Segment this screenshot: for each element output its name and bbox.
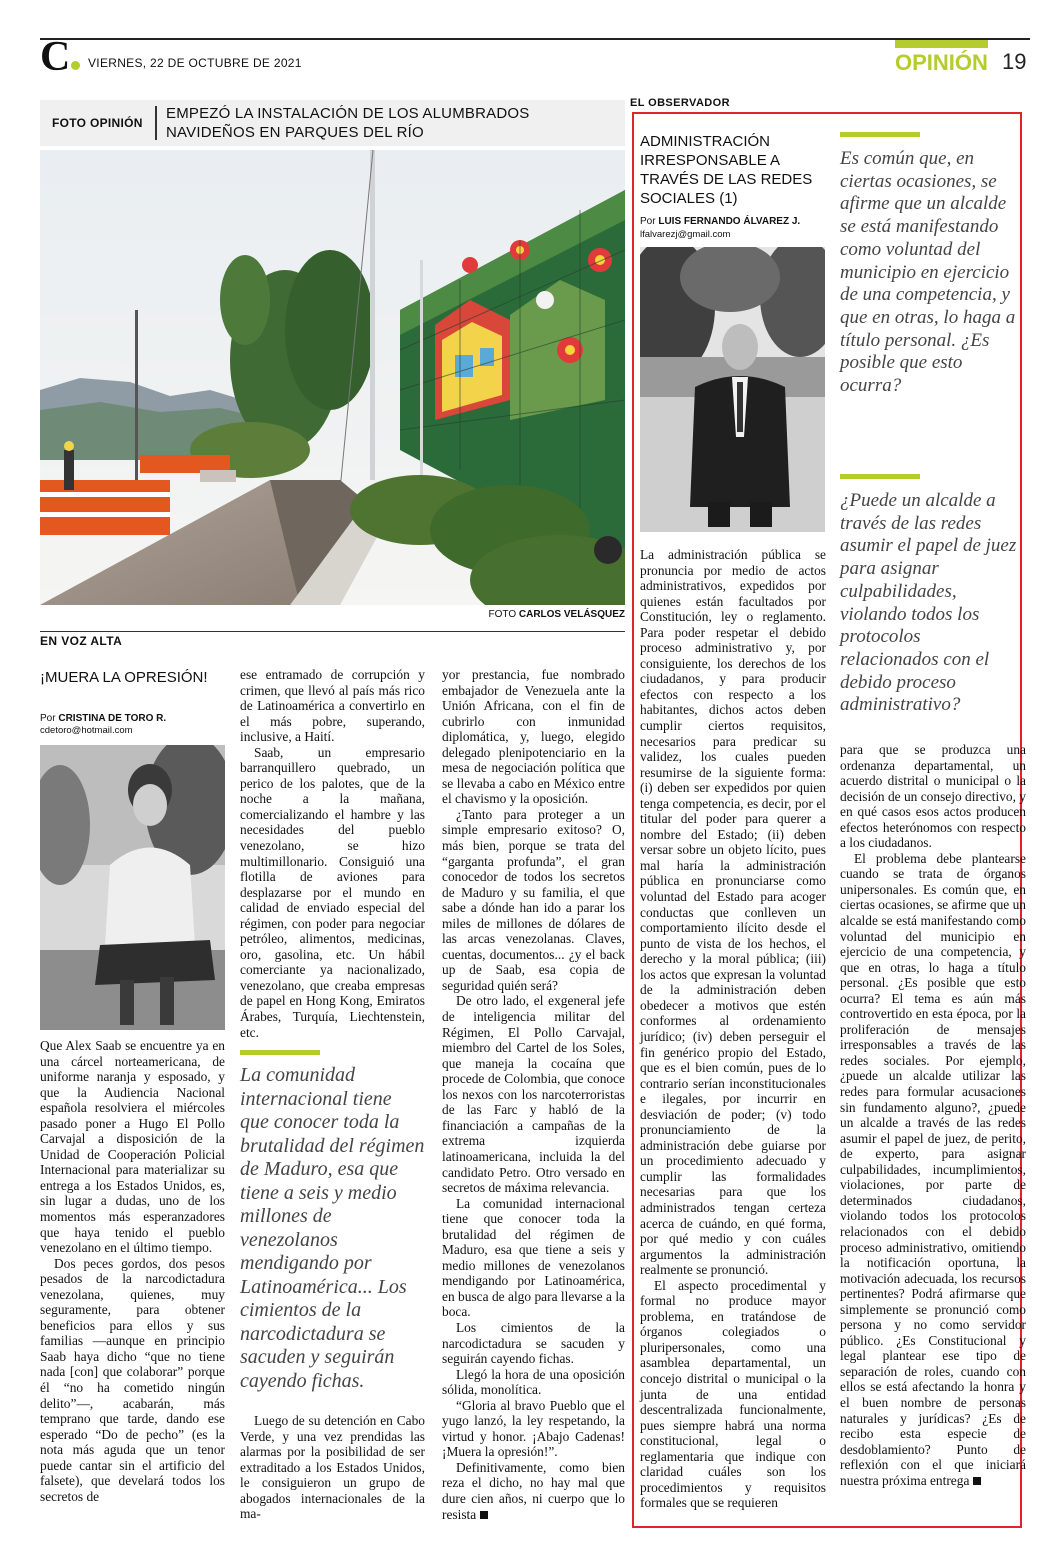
pull-quote: ¿Puede un alcalde a través de las redes asumir el papel de juez para asignar culpabilidades, violando todos los protocolos relacionados con el debido proceso administrativo? [840,490,1017,716]
paragraph: De otro lado, el exgeneral jefe de inteligencia militar del Régimen, El Pollo Carvajal, miembro del Cartel de los Soles, que maneja la cocaína que procede de Colombia, que conoce los nexos con los narcoterroristas de las Farc y habló de la financiación a campañas de la extrema izquierda latinoamericana, incluida la del candidato Petro. Otro versado en secretos de máxima relevancia. [442,993,625,1196]
photo-opinion-separator [155,106,157,140]
author-email: lfalvarezj@gmail.com [640,229,731,240]
paragraph: “Gloria al bravo Pueblo que el yugo lanzó, la ley respetando, la virtud y honor. ¡Abajo Cadenas! ¡Muera la opresión!”. [442,1397,625,1460]
photo-credit: FOTO CARLOS VELÁSQUEZ [488,609,625,620]
article-title: ADMINISTRACIÓN IRRESPONSABLE A TRAVÉS DE LAS REDES SOCIALES (1) [640,133,813,207]
author-portrait [40,745,225,1030]
pull-quote-rule [840,474,920,479]
newspaper-logo: C [40,40,80,74]
paragraph: Llegó la hora de una oposición sólida, monolítica. [442,1366,625,1398]
page-number: 19 [1002,49,1027,74]
pull-quote-rule [840,132,920,137]
issue-date: VIERNES, 22 DE OCTUBRE DE 2021 [88,56,302,70]
paragraph: Dos peces gordos, dos pesos pesados de la narcodictadura venezolana, quienes, muy seguramente, para obtener beneficios para ellos y sus familias —aunque en principio Saab haya dicho “que no tiene nada [con] que colaborar” porque él “no ha cometido ningún delito”—, acabarán, más temprano que tarde, dando ese esperado “Do de pecho” (es la nota más aguda que un tenor puede cantar sin el artificio del falsete), que develará todos los secretos de [40,1255,225,1504]
paragraph: ese entramado de corrupción y crimen, que llevó al país más rico de Latinoamérica a convertirlo en el más pobre, superando, inclusive, a Haití. [240,667,425,745]
article-title: ¡MUERA LA OPRESIÓN! [40,669,208,686]
paragraph: La administración pública se pronuncia por medio de actos administrativos, expedidos por quienes están facultados por Constitución, ley o reglamento. Para poder respetar el debido proceso administrativo y, por consiguiente, los derechos de los ciudadanos, y para producir efectos con respecto a los habitantes, dichos actos deben cumplir ciertos requisitos, necesarios para predicar su validez, los cuales pueden resumirse de la siguiente forma: (i) deben ser expedidos por quien tenga competencia, es decir, por el titular del poder para querer a nombre del Estado; (ii) deben versar sobre un objeto lícito, pues mal haría la administración pública en pronunciarse como voluntad del Estado para acoger conductas que conlleven un comportamiento ilícito desde el punto de vista de los hechos, el derecho y la moral pública; (iii) los actos que expresan la voluntad de la administración deben obedecer a motivos que estén conformes al ordenamiento jurídico; (iv) deben perseguir el fin genérico propio del Estado, que es el bien común, pues de lo contrario serían inconstitucionales e ilegales, por incurrir en desviación de poder; (v) todo pronunciamiento de la administración debe guiarse por un procedimiento adecuado y cumplir las formalidades necesarias para que los administrados tengan certeza acerca de cuándo, en qué forma, por qué medio y con cuáles argumentos la administración realmente se pronunció. [640,547,826,1278]
paragraph: Los cimientos de la narcodictadura se sacuden y seguirán cayendo fichas. [442,1319,625,1367]
article-column-5 [840,742,1026,1488]
section-accent-bar [895,40,988,48]
article-byline: Por LUIS FERNANDO ÁLVAREZ J. [640,216,801,227]
pull-quote: Es común que, en ciertas ocasiones, se afirme que un alcalde se está manifestando como voluntad del municipio en ejercicio de una competencia, y que en otras, lo haga a título personal. ¿Es posible que esto ocurra? [840,148,1016,397]
pull-quote: La comunidad internacional tiene que conocer toda la brutalidad del régimen de Maduro, esa que tiene a seis y medio millones de venezolanos mendigando por Latinoamérica... Los cimientos de la narcodictadura se sacuden y seguirán cayendo fichas. [240,1064,425,1392]
header-rule [40,38,1030,40]
column-rule [40,631,625,632]
paragraph-final: El problema debe plantearse cuando se trata de órganos unipersonales. Es común que, en ciertas ocasiones, se afirme que un alcalde se está manifestando como voluntad del municipio en ejercicio de una competencia, y que en otras, lo haga a título personal. ¿Es posible que esto ocurra? El tema es aún más controvertido en esta época, por la proliferación de mensajes irresponsables a través de las redes sociales. Por ejemplo, ¿puede un alcalde utilizar las redes para formular acusaciones sin fundamento alguno?, ¿puede un alcalde a través de las redes asumir el papel de juez, de perito, de experto, para asignar culpabilidades, incumplimientos, violaciones, por parte de determinados ciudadanos, violando todos los protocolos relacionados con el debido proceso administrativo, omitiendo la notificación oportuna, la motivación adecuada, los recursos pertinentes? Podrá afirmarse que simplemente se pronunció como persona y no como servidor público. ¿Es Constitucional y legal plantear ese tipo de separación de roles, cuando con ellos se está afectando la honra y el buen nombre de personas naturales y jurídicas? ¿Es de recibo esta especie de desdoblamiento? Punto de reflexión con el que iniciará nuestra próxima entrega [840,850,1026,1488]
article-column-3 [442,667,625,1522]
end-mark-icon [973,1477,981,1485]
paragraph: ¿Tanto para proteger a un simple empresario exitoso? O, más bien, porque se trata del “garganta profunda”, el gran conocedor de todos los secretos de Maduro y su familia, el que sabe a dónde han ido a parar los miles de millones de dólares de las arcas venezolanas. Claves, cuentas, documentos... ¿y el back up de Saab, esa copia de seguridad quién será? [442,806,625,993]
article-column-1 [40,1038,225,1504]
article-byline: Por CRISTINA DE TORO R. [40,713,167,724]
end-mark-icon [480,1511,488,1519]
article-column-4 [640,547,826,1511]
author-portrait [640,247,825,532]
paragraph: para que se produzca una ordenanza departamental, un acuerdo distrital o municipal o la decisión de un consejo directivo, y en qué casos esos actos producen efectos heterónomos con respecto a los ciudadanos. [840,742,1026,851]
photo-opinion-headline: EMPEZÓ LA INSTALACIÓN DE LOS ALUMBRADOS NAVIDEÑOS EN PARQUES DEL RÍO [166,105,530,141]
paragraph: La comunidad internacional tiene que conocer toda la brutalidad del régimen de Maduro, esa que tiene a seis y medio millones de venezolanos mendigando por Latinoamérica, en busca de algo para llevarse a la boca. [442,1195,625,1320]
photo-opinion-label: FOTO OPINIÓN [52,116,143,130]
pull-quote-rule [240,1050,320,1055]
paragraph: yor prestancia, fue nombrado embajador de Venezuela ante la Unión Africana, con el fin de cubrirlo con inmunidad diplomática, y, luego, elegido delegado plenipotenciario en la mesa de negociación política que se llevaba a cabo en México entre el chavismo y la oposición. [442,667,625,807]
article-column-2-continued [240,1413,425,1522]
article-column-2 [240,667,425,1040]
paragraph: El aspecto procedimental y formal no produce mayor problema, en tratándose de órganos colegiados o pluripersonales, como una asamblea departamental, un concejo distrital o municipal o la junta de una entidad descentralizada funcionalmente, pues siempre habrá una norma constitucional, legal o reglamentaria que indique con claridad cuáles son los procedimientos y requisitos formales que se requieren [640,1277,826,1511]
paragraph: Luego de su detención en Cabo Verde, y una vez prendidas las alarmas por la posibilidad de ser extraditado a los Estados Unidos, le consiguieron un grupo de abogados internacionales de la ma- [240,1413,425,1522]
column-section-label: EN VOZ ALTA [40,634,123,648]
paragraph-final: Definitivamente, como bien reza el dicho, no hay mal que dure cien años, ni cuerpo que lo resista [442,1459,625,1522]
paragraph: Que Alex Saab se encuentre ya en una cárcel norteamericana, de uniforme naranja y esposado, y que la Audiencia Nacional española resolviera el miércoles pasado poner a Hugo El Pollo Carvajal a disposición de la Unidad de Cooperación Policial Internacional para materializar su entrega a los Estados Unidos, es, sin lugar a dudas, uno de los momentos más esperanzadores que haya tenido el pueblo venezolano en el último tiempo. [40,1038,225,1256]
section-name: OPINIÓN [895,50,988,75]
author-email: cdetoro@hotmail.com [40,725,133,736]
column-section-label: EL OBSERVADOR [630,97,730,109]
paragraph: Saab, un empresario barranquillero quebrado, un perico de los palotes, que de la noche a la mañana, comercializando el hambre y las necesidades del pueblo venezolano, se hizo multimillonario. Consiguió una flotilla de aviones para desplazarse por el mundo en calidad de enviado especial del régimen, con poder para negociar petróleo, alimentos, medicinas, oro, gasolina, etc. Un hábil comerciante ya nacionalizado, venezolano, que creaba empresas de papel en Hong Kong, Emiratos Árabes, Turquía, Liechtenstein, etc. [240,744,425,1040]
park-lighting-photo [40,150,625,605]
